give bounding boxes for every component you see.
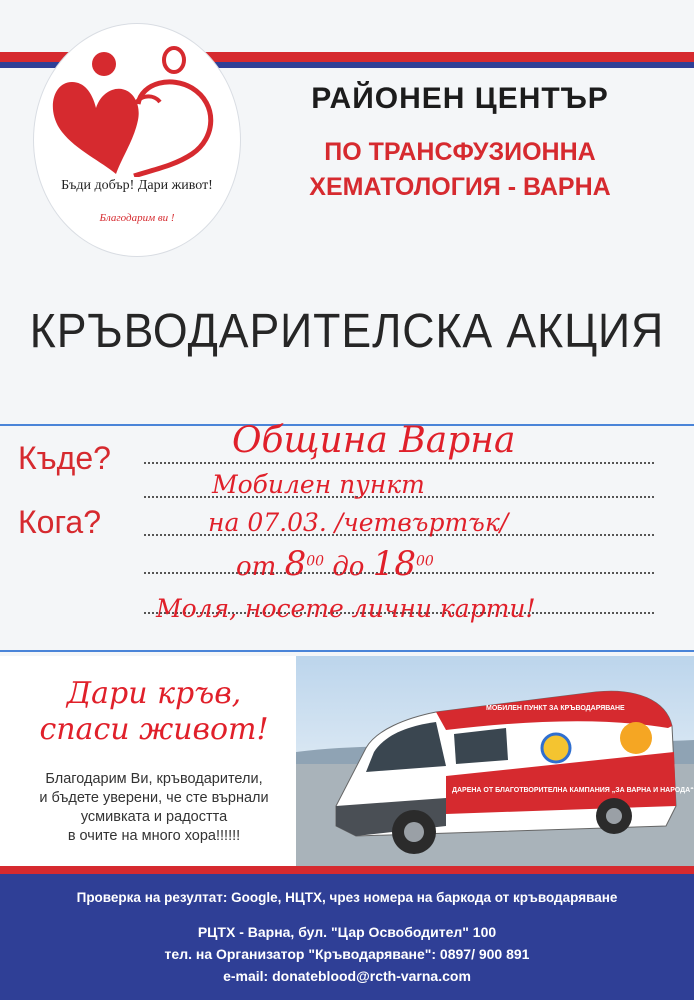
time-start-minutes: 00 <box>306 553 325 570</box>
time-start: 8 <box>284 544 307 584</box>
form-bottom-rule <box>0 650 694 652</box>
footer-check: Проверка на резултат: Google, НЦТХ, чрез номера на баркода от кръводаряване <box>76 890 618 905</box>
time-value <box>236 544 434 584</box>
logo-slogan: Бъди добър! Дари живот! <box>61 178 213 193</box>
mobile-unit-photo <box>296 656 694 866</box>
organization-subtitle-line2: ХЕМАТОЛОГИЯ - ВАРНА <box>309 173 611 201</box>
promo-slogan <box>14 676 294 748</box>
where-label: Къде? <box>18 440 111 476</box>
promo-thanks <box>14 770 294 846</box>
promo-thanks-line2: и бъдете уверени, че сте върнали <box>39 790 269 806</box>
time-end-minutes: 00 <box>415 553 434 570</box>
time-from: от <box>236 552 277 582</box>
footer-phone: тел. на Организатор "Кръводаряване": 0897/ 900 891 <box>164 946 530 962</box>
dotted-line-1 <box>144 462 654 464</box>
when-value: на 07.03. /четвъртък/ <box>208 508 509 537</box>
bottom-red-band <box>0 866 694 874</box>
time-to: до <box>332 552 365 582</box>
logo <box>34 24 240 256</box>
promo-thanks-line4: в очите на много хора!!!!!! <box>67 828 241 844</box>
footer <box>0 874 694 1000</box>
promo-slogan-line2: спаси живот! <box>39 712 269 747</box>
where-value-secondary: Мобилен пункт <box>212 470 425 499</box>
van-illustration <box>296 656 694 866</box>
hearts-logo-icon <box>42 42 232 177</box>
footer-address: РЦТХ - Варна, бул. "Цар Освободител" 100 <box>197 924 497 940</box>
promo-slogan-line1: Дари кръв, <box>66 676 242 711</box>
organization-title: РАЙОНЕН ЦЕНТЪР <box>311 82 609 115</box>
when-label: Кога? <box>18 504 101 540</box>
van-roof-text: МОБИЛЕН ПУНКТ ЗА КРЪВОДАРЯВАНЕ <box>486 705 625 712</box>
event-title: КРЪВОДАРИТЕЛСКА АКЦИЯ <box>29 305 665 358</box>
where-value: Община Варна <box>232 420 516 461</box>
organization-subtitle-line1: ПО ТРАНСФУЗИОННА <box>324 138 596 166</box>
promo-thanks-line1: Благодарим Ви, кръводарители, <box>45 771 263 787</box>
note: Моля, носете лични карти! <box>156 594 536 623</box>
van-side-text: ДАРЕНА ОТ БЛАГОТВОРИТЕЛНА КАМПАНИЯ „ЗА ВАРНА И НАРОДА“ <box>452 787 694 794</box>
footer-email: e-mail: donateblood@rcth-varna.com <box>223 968 471 984</box>
promo-thanks-line3: усмивката и радостта <box>80 809 228 825</box>
time-end: 18 <box>372 544 416 584</box>
logo-thanks: Благодарим ви ! <box>99 212 175 224</box>
